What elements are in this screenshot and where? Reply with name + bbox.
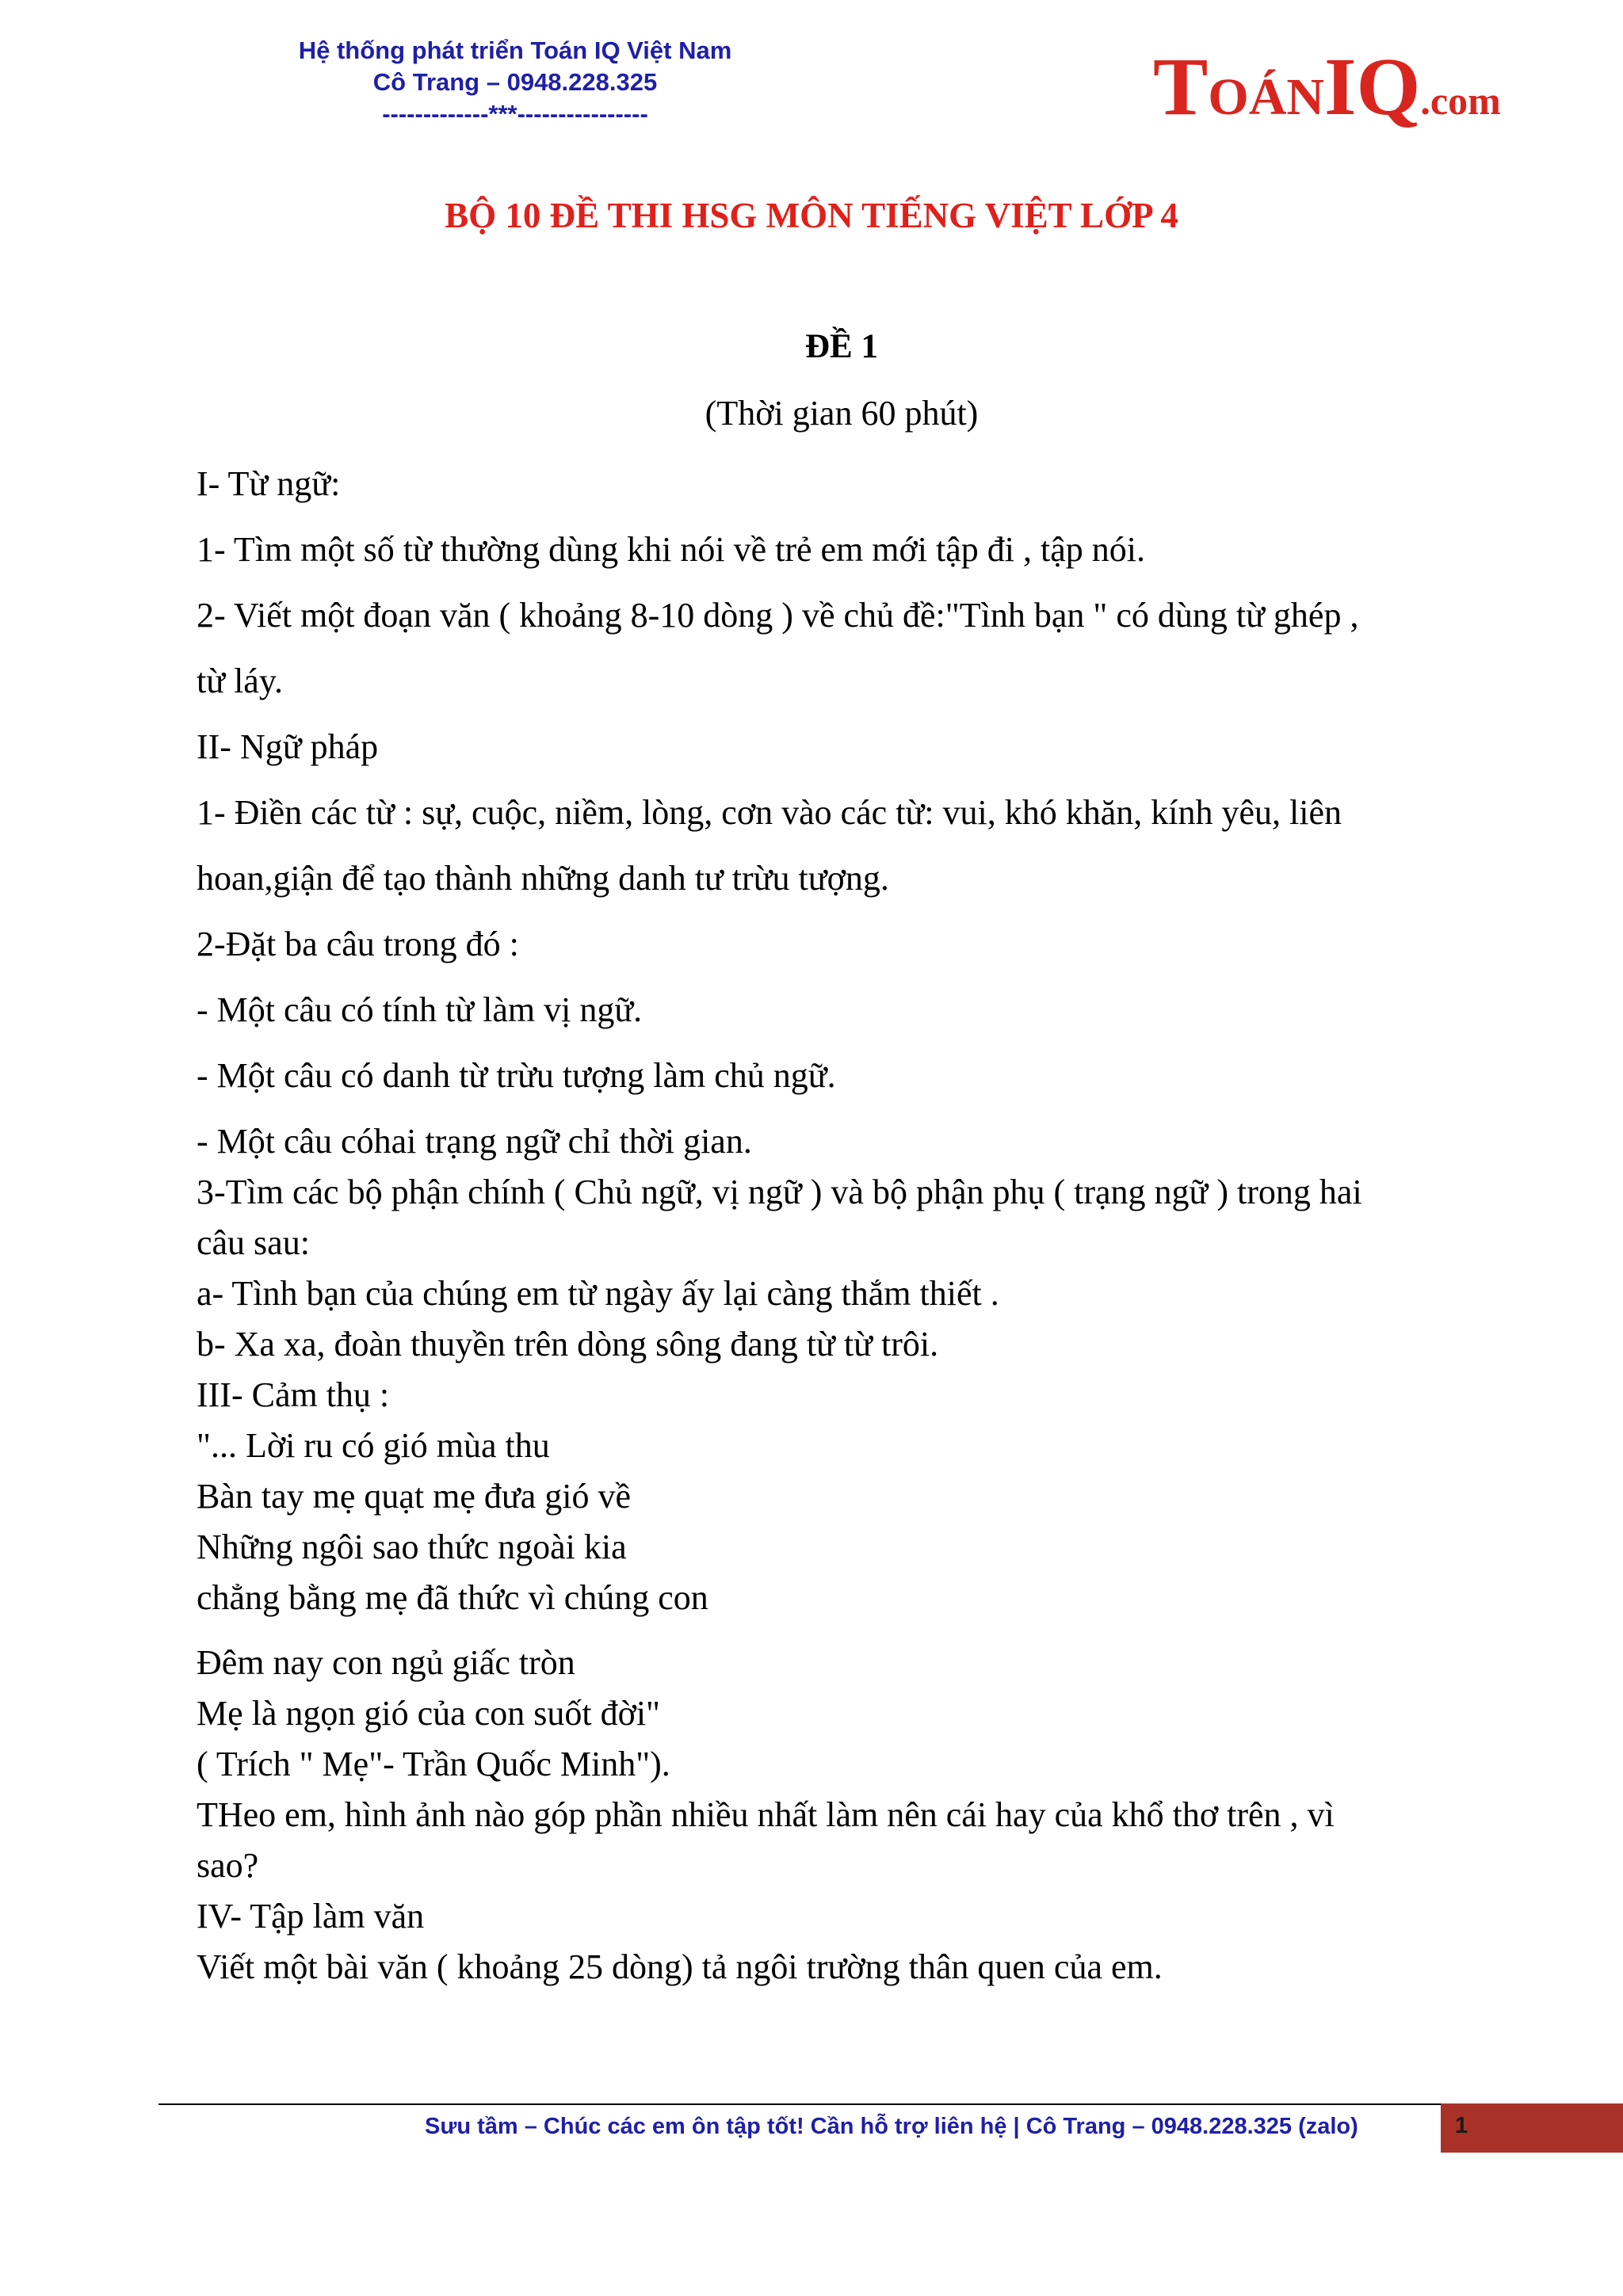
header-divider: -------------***---------------- (382, 100, 648, 128)
question-line: 3-Tìm các bộ phận chính ( Chủ ngữ, vị ngữ ) và bộ phận phụ ( trạng ngữ ) trong hai (197, 1173, 1362, 1211)
poem-line: Mẹ là ngọn gió của con suốt đời" (197, 1694, 661, 1733)
question-line: 1- Tìm một số từ thường dùng khi nói về trẻ em mới tập đi , tập nói. (197, 530, 1145, 569)
toaniq-logo (1153, 40, 1501, 135)
footer-text: Sưu tầm – Chúc các em ôn tập tốt! Cần hỗ trợ liên hệ | Cô Trang – 0948.228.325 (zalo) (425, 2114, 1358, 2139)
poem-citation: ( Trích " Mẹ"- Trần Quốc Minh"). (197, 1745, 670, 1783)
question-line: - Một câu cóhai trạng ngữ chỉ thời gian. (197, 1122, 752, 1161)
logo-part-1: T (1153, 41, 1209, 132)
question-line: Viết một bài văn ( khoảng 25 dòng) tả ngôi trường thân quen của em. (197, 1947, 1163, 1986)
section-heading-vocabulary: I- Từ ngữ: (197, 464, 341, 503)
poem-line: "... Lời ru có gió mùa thu (197, 1426, 550, 1465)
question-line: THeo em, hình ảnh nào góp phần nhiều nhất làm nên cái hay của khổ thơ trên , vì (197, 1795, 1335, 1834)
question-line: hoan,giận để tạo thành những danh tư trừu tượng. (197, 859, 889, 898)
header-contact-block (238, 35, 792, 130)
question-line: sao? (197, 1846, 259, 1885)
question-line: 2- Viết một đoạn văn ( khoảng 8-10 dòng ) về chủ đề:"Tình bạn " có dùng từ ghép , (197, 596, 1359, 635)
document-title: BỘ 10 ĐỀ THI HSG MÔN TIẾNG VIỆT LỚP 4 (445, 196, 1178, 235)
page-number-badge (1441, 2103, 1623, 2153)
logo-part-3: IQ (1324, 41, 1421, 132)
question-line: 1- Điền các từ : sự, cuộc, niềm, lòng, cơn vào các từ: vui, khó khăn, kính yêu, liên (197, 793, 1342, 832)
section-heading-appreciation: III- Cảm thụ : (197, 1375, 390, 1414)
exam-time: (Thời gian 60 phút) (705, 394, 979, 433)
header-contact: Cô Trang – 0948.228.325 (372, 68, 658, 96)
section-heading-writing: IV- Tập làm văn (197, 1897, 425, 1936)
logo-part-4: .com (1420, 78, 1501, 123)
question-line: từ láy. (197, 662, 283, 700)
question-line: b- Xa xa, đoàn thuyền trên dòng sông đang từ từ trôi. (197, 1325, 939, 1363)
question-line: - Một câu có tính từ làm vị ngữ. (197, 990, 643, 1029)
question-line: a- Tình bạn của chúng em từ ngày ấy lại càng thắm thiết . (197, 1274, 999, 1313)
poem-line: Đêm nay con ngủ giấc tròn (197, 1643, 575, 1682)
section-heading-grammar: II- Ngữ pháp (197, 727, 379, 766)
poem-line: Những ngôi sao thức ngoài kia (197, 1527, 627, 1566)
question-line: 2-Đặt ba câu trong đó : (197, 925, 519, 963)
question-line: - Một câu có danh từ trừu tượng làm chủ ngữ. (197, 1056, 836, 1095)
logo-part-2: OÁN (1208, 68, 1325, 126)
question-line: câu sau: (197, 1223, 310, 1262)
header-organization: Hệ thống phát triển Toán IQ Việt Nam (298, 36, 732, 64)
poem-line: chẳng bằng mẹ đã thức vì chúng con (197, 1578, 708, 1617)
poem-line: Bàn tay mẹ quạt mẹ đưa gió về (197, 1477, 632, 1516)
page-number: 1 (1455, 2113, 1468, 2138)
exam-title: ĐỀ 1 (805, 328, 878, 365)
footer-divider (158, 2103, 1623, 2105)
